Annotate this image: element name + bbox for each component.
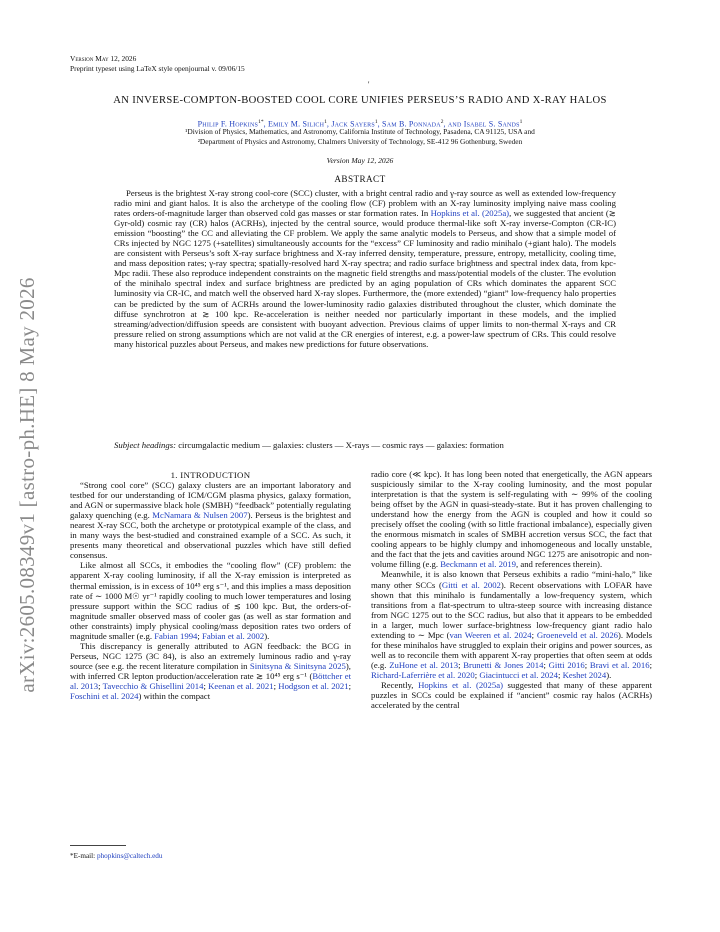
footnote-rule	[70, 845, 126, 846]
body-text: ;	[273, 680, 279, 691]
author-affiliation-mark: 1	[324, 119, 327, 125]
body-text: Like almost all SCCs, it embodies the “cooling flow” (CF) problem: the apparent X-ray cooling luminosity, if all the X-ray emission is interpreted as thermal emission, is in excess of 10⁴⁵ erg s⁻¹, and this implies a mass deposition rate of ∼ 1000 M☉ yr⁻¹ rapidly cooling to much lower temperatures and losing pressure support within the SCC radius of ≲ 100 kpc. But, the orders-of-magnitude smaller observed mass of cooler gas (as well as star formation and other constraints) imply physical cooling/mass deposition rates two orders of magnitude smaller (e.g.	[70, 560, 351, 641]
body-text: ), with inferred CR lepton production/acceleration rate ≳ 10⁴⁵ erg s⁻¹ (	[70, 660, 351, 681]
body-text: ).	[606, 669, 612, 680]
subject-headings	[114, 440, 616, 450]
body-text: ;	[531, 629, 537, 640]
author-affiliation-mark: 1	[519, 119, 523, 125]
body-paragraph	[371, 469, 652, 569]
body-paragraph	[70, 560, 351, 640]
right-column	[371, 469, 652, 710]
left-column-paragraphs	[70, 480, 351, 701]
right-column-paragraphs	[371, 469, 652, 710]
abstract-body	[114, 188, 616, 349]
version-line: Version May 12, 2026	[326, 156, 394, 165]
citation-link[interactable]: ZuHone et al. 2013	[389, 659, 459, 670]
affiliation-2: ²Department of Physics and Astronomy, Chalmers University of Technology, SE-412 96 Gothenburg, Sweden	[197, 136, 523, 146]
citation-link[interactable]: van Weeren et al. 2024	[449, 629, 532, 640]
preprint-header	[70, 54, 245, 73]
subject-headings-text: circumgalactic medium — galaxies: clusters — X-rays — cosmic rays — galaxies: formation	[176, 440, 504, 450]
citation-link[interactable]: Richard-Laferrière et al. 2020	[371, 669, 475, 680]
body-text: radio core (≪ kpc). It has long been noted that energetically, the AGN appears suspiciously similar to the X-ray cooling luminosity, and the most popular interpretation is that the system is self-regulating with ∼ 99% of the cooling being offset by the AGN in quasi-steady-state. But it has proven challenging to understand how the energy from the AGN is coupled and how it could so precisely offset the cooling (with so little fractional imbalance), especially given the enormous mismatch in scales of SMBH accretion versus SCC, the fact that cooling appears to be highly clumpy and inhomogeneous and locally unstable, and the fact that the jets and cavities around NGC 1275 are anisotropic and non-volume filling (e.g.	[371, 469, 652, 570]
citation-link[interactable]: Brunetti & Jones 2014	[463, 659, 544, 670]
citation-link[interactable]: Groeneveld et al. 2026	[536, 629, 619, 640]
footnote-label: *E-mail:	[70, 852, 97, 860]
body-paragraph	[371, 569, 652, 680]
citation-link[interactable]: Gitti 2016	[548, 659, 585, 670]
abstract-text-part-2: , we suggested that ancient (≳ Gyr-old) cosmic ray (CR) halos (ACRHs), injected by the central source, would produce thermal-like soft X-ray inverse-Compton (CR-IC) emission “boosting” the CC and alleviating the CF problem. We apply the same analytic models to Perseus, and show that a simple model of CRs injected by NGC 1275 (+satellites) simultaneously accounts for the “excess” CF luminosity and radio minihalo (+giant halo). The models are consistent with Perseus’s soft X-ray surface brightness and X-ray inferred density, temperature, pressure, entropy, metallicity, cooling time, and mass deposition rates; γ-ray spectra; spatially-resolved hard X-ray spectra; and radio surface brightness and spectral index data, from kpc-Mpc radii. These also reproduce independent constraints on the magnetic field strengths and mass/potential models of the cluster. The evolution of the minihalo spectral index and surface brightness are predicted by an aging population of CRs which dominates the apparent SCC luminosity via CR-IC, and match well the observed hard X-ray slopes. Furthermore, the (more extended) “giant” low-frequency halo properties can be predicted by the sum of ACRHs around the lower-luminosity radio galaxies distributed throughout the cluster, which dominate the diffuse synchrotron at ≳ 100 kpc. Re-acceleration is neither needed nor particularly important in these models, and the implied streaming/advection/diffusion speeds are consistent with buoyant advection. Previous claims of upper limits to non-thermal X-rays and CR pressure relied on strong assumptions which are not valid at the CR energies of interest, e.g. a power-law spectrum of CRs. This could resolve many historical puzzles about Perseus, and makes new predictions for future observations.	[114, 208, 616, 349]
body-text: ;	[197, 630, 202, 641]
body-text: ;	[649, 659, 653, 670]
body-text: ;	[458, 659, 464, 670]
author-separator: ,	[326, 119, 332, 129]
body-text: ;	[348, 680, 352, 691]
author-affiliation-mark: 1	[374, 119, 378, 125]
author-affiliation-mark: 2	[440, 119, 444, 125]
footnote	[70, 852, 162, 860]
body-text: ) within the compact	[138, 691, 211, 702]
body-text: ). Recent observations with LOFAR have shown that this minihalo is fundamentally a low-frequency system, which transitions from a flat-spectrum to ultra-steep source with increasing distance from NGC 1275 out to the SCC radius, but also that it appears to be embedded in a larger, much lower surface-brightness low-frequency giant radio halo extending to ∼ Mpc (	[371, 579, 653, 640]
body-text: ;	[557, 669, 563, 680]
body-text: ;	[543, 659, 549, 670]
preprint-style-note: Preprint typeset using LaTeX style openjournal v. 09/06/15	[70, 63, 245, 73]
citation-link[interactable]: Tavecchio & Ghisellini 2014	[102, 680, 204, 691]
author-name[interactable]: Isabel S. Sands	[463, 119, 520, 129]
body-paragraph	[371, 680, 652, 710]
body-paragraph	[70, 641, 351, 701]
author-separator: ,	[263, 119, 268, 129]
left-column	[70, 470, 351, 701]
body-text: ;	[474, 669, 480, 680]
citation-link[interactable]: Keenan et al. 2021	[208, 680, 274, 691]
citation-link[interactable]: Böttcher et al. 2013	[70, 670, 351, 691]
author-name[interactable]: Sam B. Ponnada	[382, 119, 441, 129]
stray-mark: '	[368, 80, 370, 89]
affiliation-1: ¹Division of Physics, Mathematics, and Astronomy, California Institute of Technology, Pasadena, CA 91125, USA and	[185, 127, 535, 136]
citation-link[interactable]: Hopkins et al. (2025a)	[430, 208, 510, 219]
citation-link[interactable]: Fabian et al. 2002	[202, 630, 265, 641]
paper-title: AN INVERSE-COMPTON-BOOSTED COOL CORE UNIFIES PERSEUS’S RADIO AND X-RAY HALOS	[113, 95, 607, 106]
body-text: suggested that many of these apparent puzzles in SCCs could be explained if “ancient” cosmic ray halos (ACRHs) accelerated by the central	[371, 679, 653, 711]
body-text: Meanwhile, it is also known that Perseus exhibits a radio “mini-halo,” like many other SCCs (	[371, 569, 652, 590]
citation-link[interactable]: Fabian 1994	[154, 630, 198, 641]
body-text: This discrepancy is generally attributed to AGN feedback: the BCG in Perseus, NGC 1275 (3C 84), is also an extremely luminous radio and γ-ray source (see e.g. the recent literature compilation in	[70, 640, 351, 671]
citation-link[interactable]: Keshet 2024	[562, 669, 607, 680]
body-text: ).	[264, 630, 270, 641]
body-text: ). Models for these minihalos have struggled to explain their origins and power sources, as well as to reconcile them with apparent X-ray properties that often seem at odds (e.g.	[371, 629, 652, 670]
body-text: , and references therein).	[516, 559, 603, 570]
author-name[interactable]: Philip F. Hopkins	[197, 119, 259, 129]
subject-headings-label: Subject headings:	[114, 440, 177, 450]
body-text: ;	[203, 680, 209, 691]
author-name[interactable]: Emily M. Silich	[267, 119, 325, 129]
body-text: “Strong cool core” (SCC) galaxy clusters are an important laboratory and testbed for our understanding of ICM/CGM plasma physics, galaxy formation, and AGN or supermassive black hole (SMBH) “feedback” potentially regulating galaxy quenching (e.g.	[70, 480, 351, 521]
author-affiliation-mark: 1*	[258, 119, 264, 125]
email-link[interactable]: phopkins@caltech.edu	[96, 852, 163, 860]
body-text: Recently,	[381, 679, 419, 690]
citation-link[interactable]: Sinitsyna & Sinitsyna 2025	[249, 660, 346, 671]
citation-link[interactable]: Bravi et al. 2016	[589, 659, 650, 670]
abstract-heading: ABSTRACT	[334, 174, 386, 184]
version-date: Version May 12, 2026	[70, 54, 137, 63]
author-separator: ,	[377, 119, 383, 129]
abstract-text-part-1: Perseus is the brightest X-ray strong cool-core (SCC) cluster, with a bright central radio and γ-ray source as well as extended low-frequency radio mini and giant halos. It is also the archetype of the cooling flow (CF) problem with an X-ray luminosity implying naive mass cooling rates orders-of-magnitude larger than observed cold gas masses or star formation rates. In	[114, 188, 616, 219]
body-text: ;	[584, 659, 590, 670]
body-text: ;	[98, 680, 103, 691]
citation-link[interactable]: Beckmann et al. 2019	[440, 559, 517, 570]
author-name[interactable]: Jack Sayers	[331, 119, 375, 129]
citation-link[interactable]: McNamara & Nulsen 2007	[152, 510, 248, 521]
citation-link[interactable]: Giacintucci et al. 2024	[479, 669, 558, 680]
citation-link[interactable]: Foschini et al. 2024	[70, 691, 139, 702]
citation-link[interactable]: Hopkins et al. (2025a)	[418, 679, 503, 690]
body-text: ). Perseus is the brightest and nearest X-ray SCC, both the archetype or prototypical example of the class, and in many ways the best-studied and constrained example of a SCC. As such, it presents many theoretical and observational puzzles which have still defied consensus.	[70, 510, 351, 561]
author-separator: , and	[443, 119, 464, 129]
body-paragraph	[70, 480, 351, 560]
affiliations	[0, 127, 720, 147]
arxiv-identifier-sidebar: arXiv:2605.08349v1 [astro-ph.HE] 8 May 2026	[15, 277, 39, 693]
section-heading: 1. INTRODUCTION	[170, 470, 251, 480]
citation-link[interactable]: Gitti et al. 2002	[441, 579, 501, 590]
citation-link[interactable]: Hodgson et al. 2021	[278, 680, 349, 691]
